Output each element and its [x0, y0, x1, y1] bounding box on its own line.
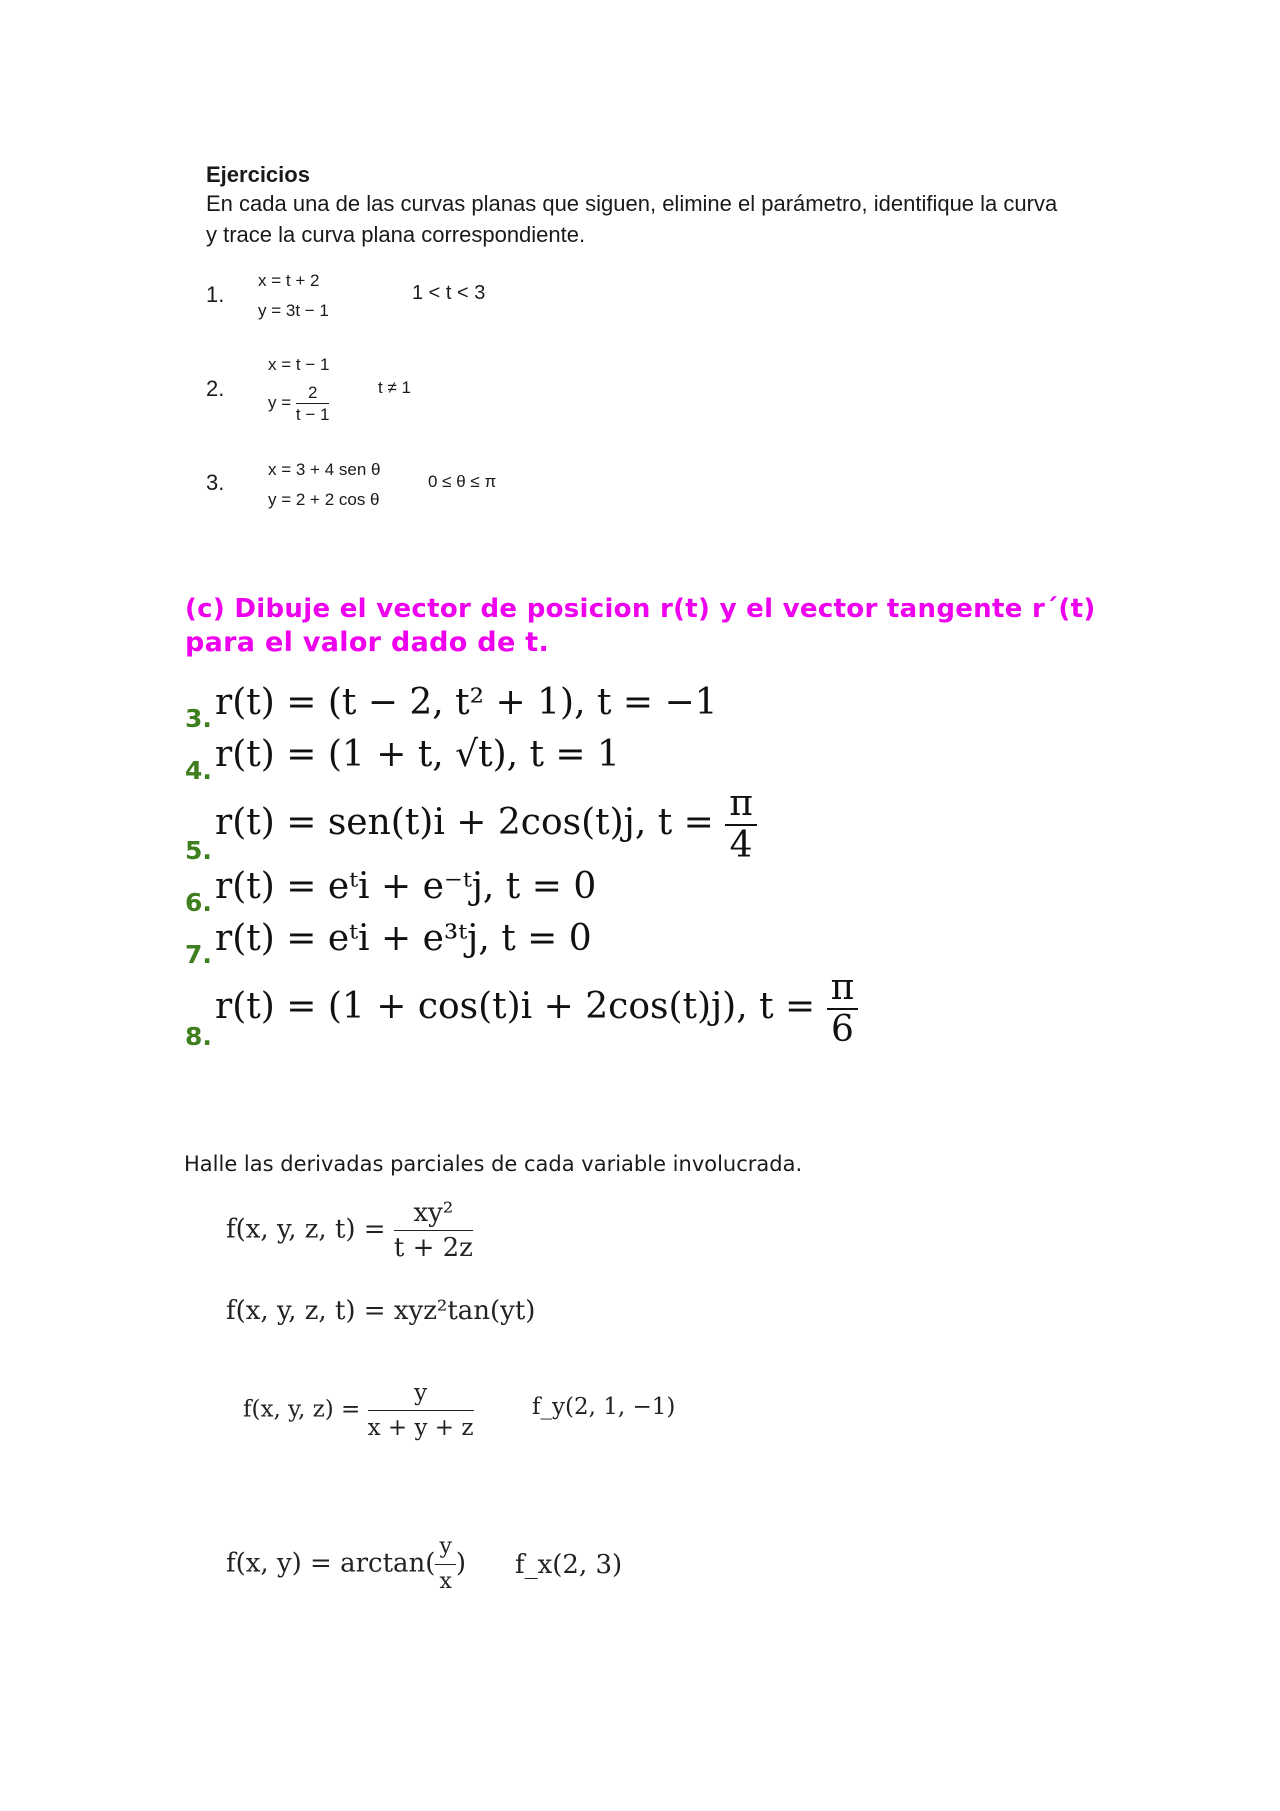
partial-function: f(x, y, z, t) = xyz²tan(yt): [226, 1296, 536, 1326]
function-lhs: f(x, y, z) =: [243, 1396, 361, 1423]
fraction-denominator: t + 2z: [393, 1233, 473, 1263]
t-value-fraction: [827, 968, 859, 1050]
partials-instruction: Halle las derivadas parciales de cada variable involucrada.: [184, 1152, 803, 1176]
t-value-fraction: [725, 784, 757, 866]
fraction-denominator: t − 1: [295, 405, 330, 424]
function-fraction: [435, 1530, 455, 1599]
fraction: [296, 382, 330, 425]
y-equation: y = 3t − 1: [258, 301, 329, 320]
expression-main: r(t) = (1 + cos(t)i + 2cos(t)j), t =: [215, 986, 816, 1027]
partial-function: [226, 1196, 473, 1265]
instructions-paragraph: En cada una de las curvas planas que siguen, elimine el parámetro, identifique la curva y trace la curva plana correspondiente.: [206, 191, 1058, 247]
fraction-numerator: y: [435, 1530, 455, 1565]
fraction-denominator: 4: [729, 825, 753, 866]
y-equation: [268, 382, 329, 425]
function-lhs: f(x, y, z, t) =: [226, 1214, 386, 1245]
function-fraction: [368, 1376, 474, 1445]
x-equation: x = t − 1: [268, 355, 330, 374]
vector-function: r(t) = (t − 2, t² + 1), t = −1: [215, 682, 718, 723]
expression-main: r(t) = sen(t)i + 2cos(t)j, t =: [215, 802, 714, 843]
exercise-number: 3.: [206, 470, 225, 495]
vector-item-number: 8.: [185, 1022, 212, 1051]
x-equation: x = 3 + 4 sen θ: [268, 460, 381, 479]
y-equation: y = 2 + 2 cos θ: [268, 490, 380, 509]
fraction-numerator: 2: [296, 382, 330, 404]
vector-function: [215, 784, 757, 866]
heading-line: (c) Dibuje el vector de posicion r(t) y el vector tangente r´(t): [185, 594, 1096, 624]
exercise-condition: 1 < t < 3: [412, 282, 486, 304]
fraction-denominator: x: [439, 1569, 452, 1594]
fraction-numerator: xy²: [394, 1196, 473, 1231]
vector-function: r(t) = eᵗi + e⁻ᵗj, t = 0: [215, 866, 597, 907]
function-rhs: ): [455, 1548, 467, 1579]
exercise-number: 1.: [206, 282, 225, 307]
exercise-condition: t ≠ 1: [378, 378, 411, 397]
evaluation-point: f_x(2, 3): [515, 1550, 623, 1580]
function-fraction: [394, 1196, 473, 1265]
vector-function: r(t) = eᵗi + e³ᵗj, t = 0: [215, 918, 592, 959]
heading-line: para el valor dado de t.: [185, 627, 550, 658]
evaluation-point: f_y(2, 1, −1): [532, 1394, 676, 1420]
exercise-equations: [258, 266, 329, 326]
fraction-numerator: π: [725, 784, 757, 826]
vector-item-number: 6.: [185, 888, 212, 917]
exercise-condition: 0 ≤ θ ≤ π: [428, 472, 497, 491]
section-title: Ejercicios: [206, 162, 310, 187]
vector-item-number: 4.: [185, 756, 212, 785]
fraction-denominator: x + y + z: [367, 1415, 474, 1441]
exercise-equations: [268, 455, 380, 515]
vector-item-number: 3.: [185, 704, 212, 733]
function-lhs: f(x, y) = arctan(: [226, 1548, 436, 1579]
x-equation: x = t + 2: [258, 271, 320, 290]
partial-function: [243, 1376, 474, 1445]
vector-function: r(t) = (1 + t, √t), t = 1: [215, 734, 620, 775]
vector-function: [215, 968, 858, 1050]
vector-item-number: 7.: [185, 940, 212, 969]
vector-item-number: 5.: [185, 836, 212, 865]
fraction-denominator: 6: [831, 1009, 854, 1050]
vector-section-heading: [185, 592, 1125, 660]
fraction-numerator: y: [368, 1376, 474, 1411]
exercise-number: 2.: [206, 376, 225, 401]
fraction-numerator: π: [827, 968, 859, 1010]
y-lhs: y =: [268, 392, 292, 412]
partial-function: [226, 1530, 466, 1599]
